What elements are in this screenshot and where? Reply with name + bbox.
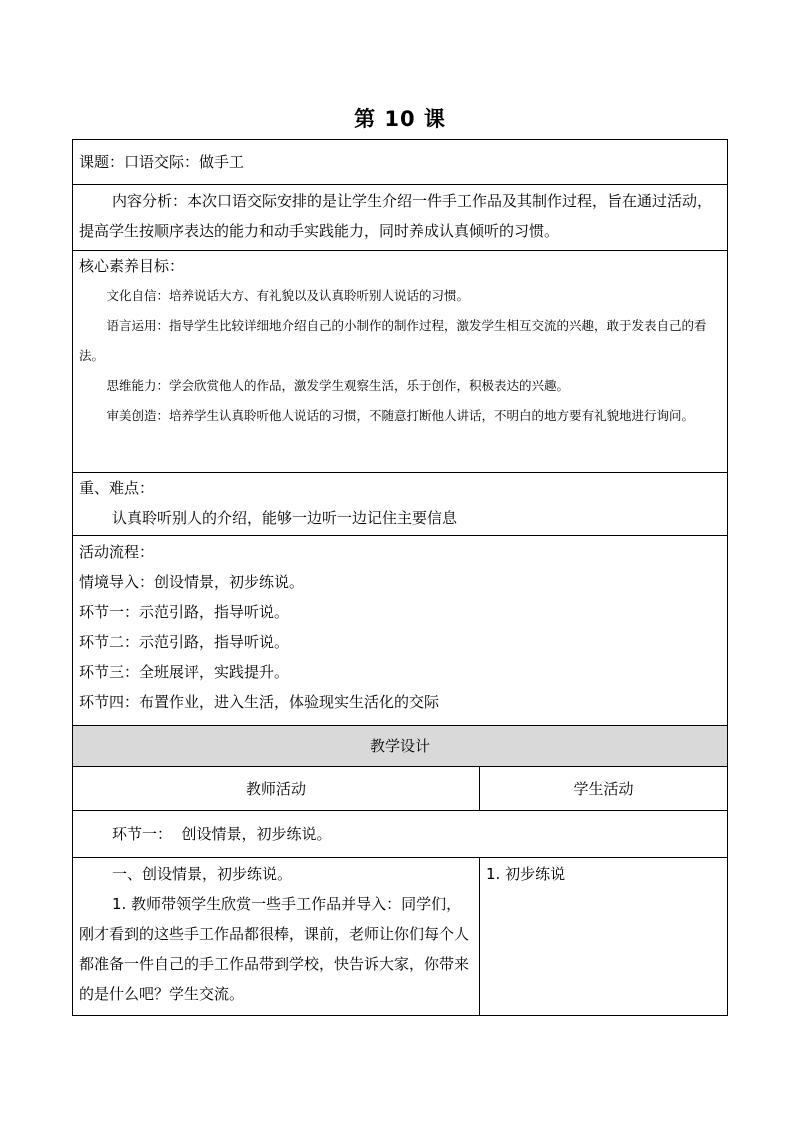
flow-item: 环节一：示范引路，指导听说。 [79,603,290,621]
flow-item: 情境导入：创设情景，初步练说。 [79,573,305,591]
flow-row [73,536,728,726]
analysis-cell [73,185,728,251]
student-line: 1. 初步练说 [486,865,566,883]
flow-item: 环节三：全班展评，实践提升。 [79,663,290,681]
step-row [73,811,728,858]
goal-aesthetic: 审美创造：培养学生认真聆听他人说话的习惯，不随意打断他人讲话，不明白的地方要有礼貌地进行询问。 [106,408,695,423]
key-points-text: 认真聆听别人的介绍，能够一边听一边记住主要信息 [112,509,458,527]
key-points-heading: 重、难点： [79,479,155,497]
key-points-cell [73,473,728,536]
topic-cell: 课题：口语交际：做手工 [73,140,728,185]
student-activity-cell [480,858,728,1016]
teacher-line: 一、创设情景，初步练说。 [112,865,293,883]
lesson-plan-table [72,139,728,1016]
goal-thinking: 思维能力：学会欣赏他人的作品，激发学生观察生活，乐于创作，积极表达的兴趣。 [106,378,570,393]
flow-cell [73,536,728,726]
student-activity-header: 学生活动 [480,767,728,811]
analysis-text: 内容分析：本次口语交际安排的是让学生介绍一件手工作品及其制作过程，旨在通过活动，提高学生按顺序表达的能力和动手实践能力，同时养成认真倾听的习惯。 [79,192,713,240]
design-heading: 教学设计 [73,726,728,767]
design-header-row [73,726,728,767]
step-text: 环节一： 创设情景，初步练说。 [112,825,332,843]
analysis-row [73,185,728,251]
teacher-activity-header: 教师活动 [73,767,480,811]
goal-language: 语言运用：指导学生比较详细地介绍自己的小制作的制作过程，激发学生相互交流的兴趣，敢于发表自己的看法。 [79,318,707,363]
teacher-line: 1. 教师带领学生欣赏一些手工作品并导入：同学们，刚才看到的这些手工作品都很棒，课前，老师让你们每个人都准备一件自己的手工作品带到学校，快告诉大家，你带来的是什么吧？学生交流。 [79,895,470,1003]
goals-heading: 核心素养目标： [79,257,185,275]
flow-item: 环节四：布置作业，进入生活，体验现实生活化的交际 [79,693,440,711]
topic-row [73,140,728,185]
flow-item: 环节二：示范引路，指导听说。 [79,633,290,651]
content-row [73,858,728,1016]
teacher-activity-cell [73,858,480,1016]
flow-heading: 活动流程： [79,543,155,561]
goals-cell [73,251,728,473]
column-header-row [73,767,728,811]
goals-row [73,251,728,473]
step-cell [73,811,728,858]
page-title: 第 10 课 [354,107,446,131]
key-points-row [73,473,728,536]
goal-culture: 文化自信：培养说话大方、有礼貌以及认真聆听别人说话的习惯。 [106,288,470,303]
